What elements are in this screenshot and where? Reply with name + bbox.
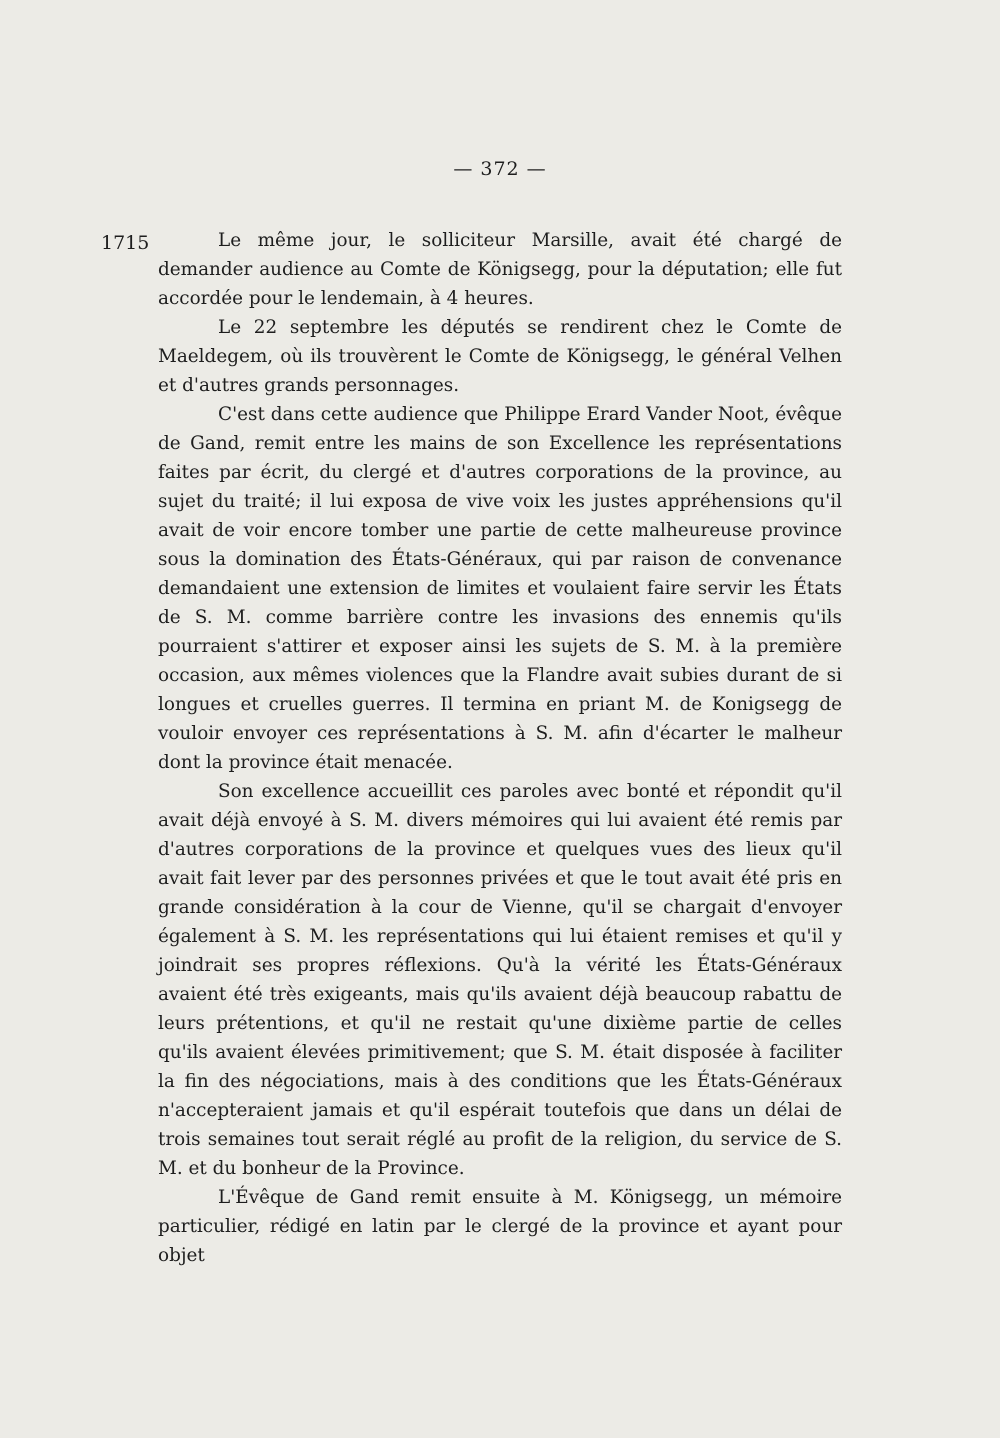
paragraph-5: L'Évêque de Gand remit ensuite à M. Königsegg, un mémoire particulier, rédigé en latin par le clergé de la province et ayant pour objet [158,1187,842,1266]
body-text [158,226,842,1270]
paragraph-4: Son excellence accueillit ces paroles avec bonté et répondit qu'il avait déjà envoyé à S. M. divers mémoires qui lui avaient été remis par d'autres corporations de la province et quelques vues des lieux qu'il avait fait lever par des personnes privées et que le tout avait été pris en grande considération à la cour de Vienne, qu'il se chargait d'envoyer également à S. M. les représentations qui lui étaient remises et qu'il y joindrait ses propres réflexions. Qu'à la vérité les États-Généraux avaient été très exigeants, mais qu'ils avaient déjà beaucoup rabattu de leurs prétentions, et qu'il ne restait qu'une dixième partie de celles qu'ils avaient élevées primitivement; que S. M. était disposée à faciliter la fin des négociations, mais à des conditions que les États-Généraux n'accepteraient jamais et qu'il espérait toutefois que dans un délai de trois semaines tout serait réglé au profit de la religion, du service de S. M. et du bonheur de la Province. [158,781,842,1179]
paragraph-3: C'est dans cette audience que Philippe Erard Vander Noot, évêque de Gand, remit entre les mains de son Excellence les représentations faites par écrit, du clergé et d'autres corporations de la province, au sujet du traité; il lui exposa de vive voix les justes appréhensions qu'il avait de voir encore tomber une partie de cette malheureuse province sous la domination des États-Généraux, qui par raison de convenance demandaient une extension de limites et voulaient faire servir les États de S. M. comme barrière contre les invasions des ennemis qu'ils pourraient s'attirer et exposer ainsi les sujets de S. M. à la première occasion, aux mêmes violences que la Flandre avait subies durant de si longues et cruelles guerres. Il termina en priant M. de Konigsegg de vouloir envoyer ces représentations à S. M. afin d'écarter le malheur dont la province était menacée. [158,404,842,773]
page-number: — 372 — [453,158,547,180]
paragraph-1: Le même jour, le solliciteur Marsille, avait été chargé de demander audience au Comte de Königsegg, pour la députation; elle fut accordée pour le lendemain, à 4 heures. [158,230,842,309]
paragraph-2: Le 22 septembre les députés se rendirent chez le Comte de Maeldegem, où ils trouvèrent le Comte de Königsegg, le général Velhen et d'autres grands personnages. [158,317,842,396]
margin-year: 1715 [101,232,150,254]
